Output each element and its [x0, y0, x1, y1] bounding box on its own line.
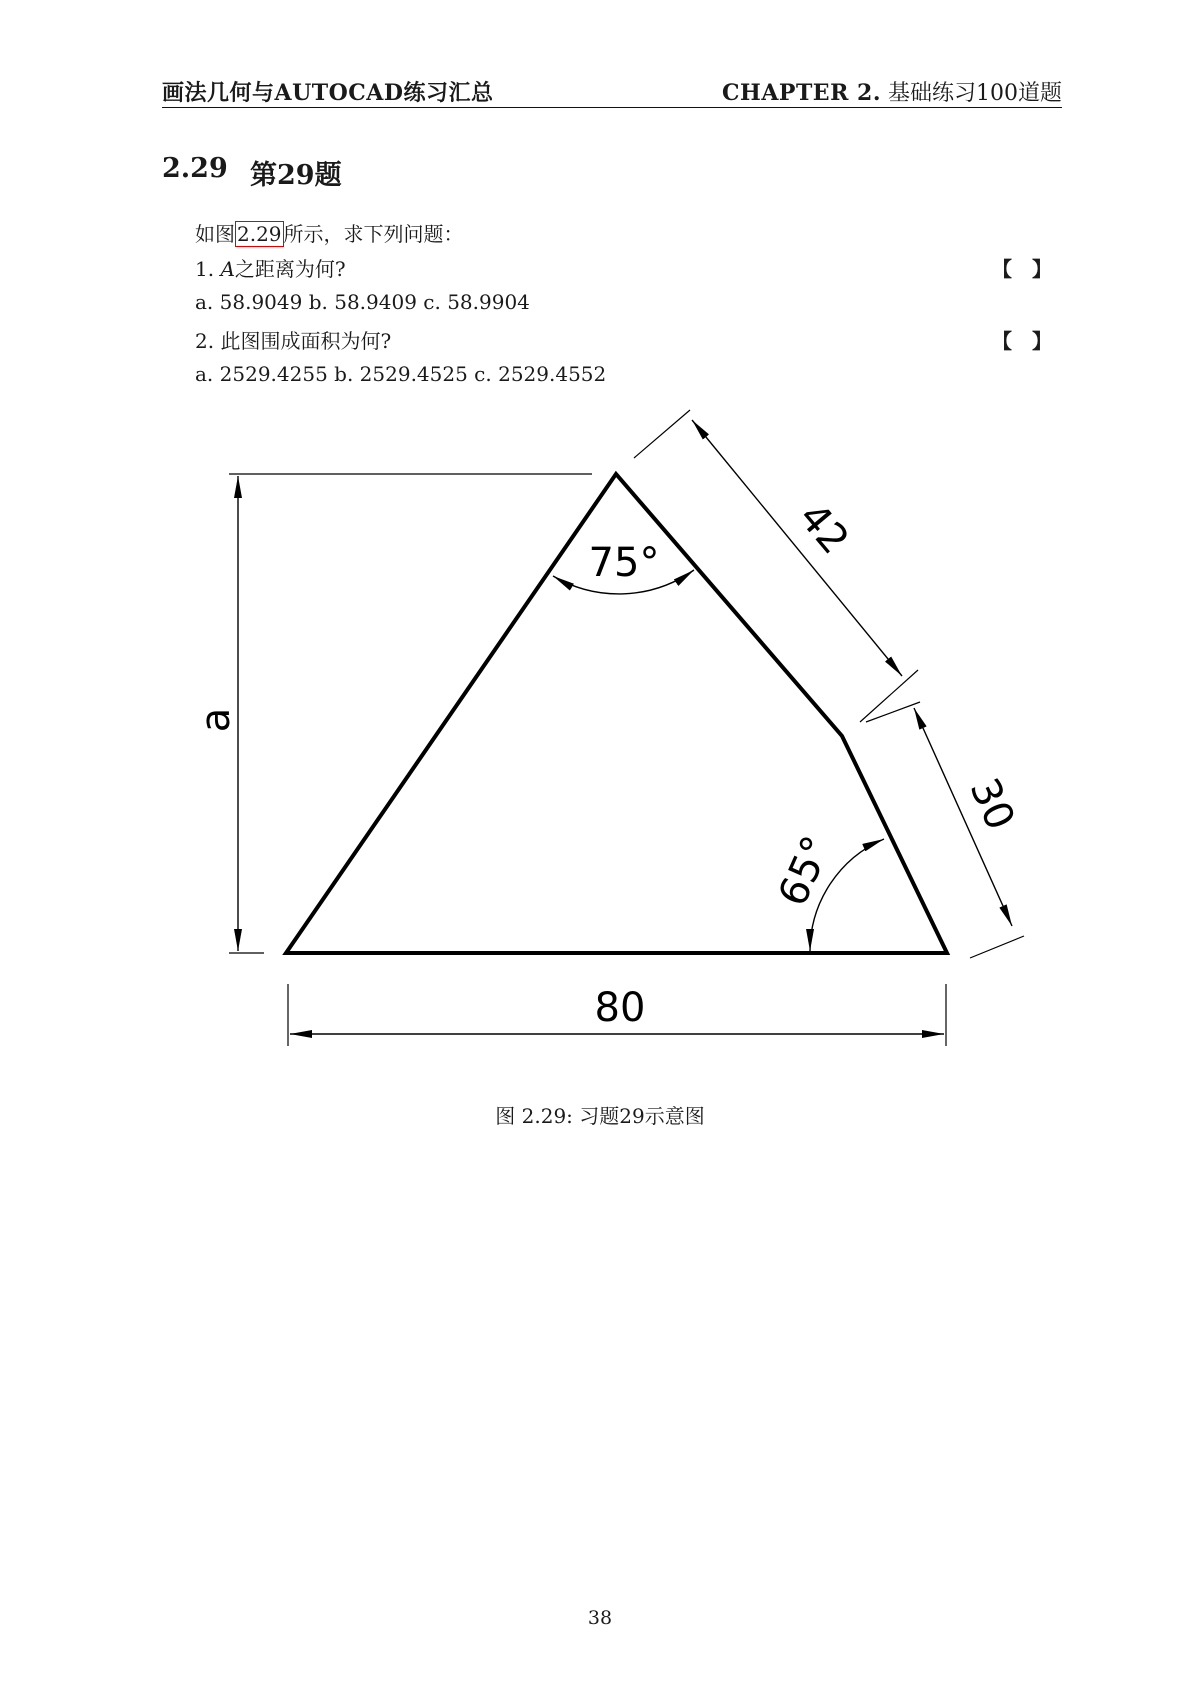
question-1-text: 之距离为何? — [234, 257, 346, 281]
question-1-number: 1. — [195, 257, 215, 281]
label-dim-80: 80 — [594, 985, 646, 1031]
question-1-variable: A — [220, 257, 235, 281]
dimension-42 — [634, 410, 918, 722]
intro-suffix: 所示，求下列问题： — [283, 222, 464, 246]
page-number: 38 — [587, 1607, 613, 1629]
question-2-number: 2. — [195, 329, 215, 353]
question-2-options: a. 2529.4255 b. 2529.4525 c. 2529.4552 — [195, 362, 607, 386]
question-1-options: a. 58.9049 b. 58.9409 c. 58.9904 — [195, 290, 530, 314]
dimension-a — [229, 474, 592, 953]
question-2-answer-bracket: 【 】 — [992, 329, 1052, 353]
label-angle-65: 65° — [769, 829, 841, 913]
question-2-text: 此图围成面积为何? — [220, 329, 392, 353]
label-dim-a: a — [193, 707, 239, 733]
chapter-label: CHAPTER 2. — [722, 80, 881, 106]
section-number: 2.29 — [162, 153, 228, 184]
intro-prefix: 如图 — [195, 222, 235, 246]
chapter-title: 基础练习100道题 — [888, 81, 1062, 106]
section-title: 第29题 — [250, 160, 342, 191]
label-angle-75: 75° — [588, 540, 660, 586]
label-dim-30: 30 — [960, 771, 1024, 837]
book-title: 画法几何与AUTOCAD练习汇总 — [162, 80, 494, 106]
figure-reference-link[interactable]: 2.29 — [237, 222, 282, 246]
figure-caption: 图 2.29: 习题29示意图 — [495, 1104, 705, 1128]
question-1-answer-bracket: 【 】 — [992, 257, 1052, 281]
label-dim-42: 42 — [789, 494, 858, 563]
